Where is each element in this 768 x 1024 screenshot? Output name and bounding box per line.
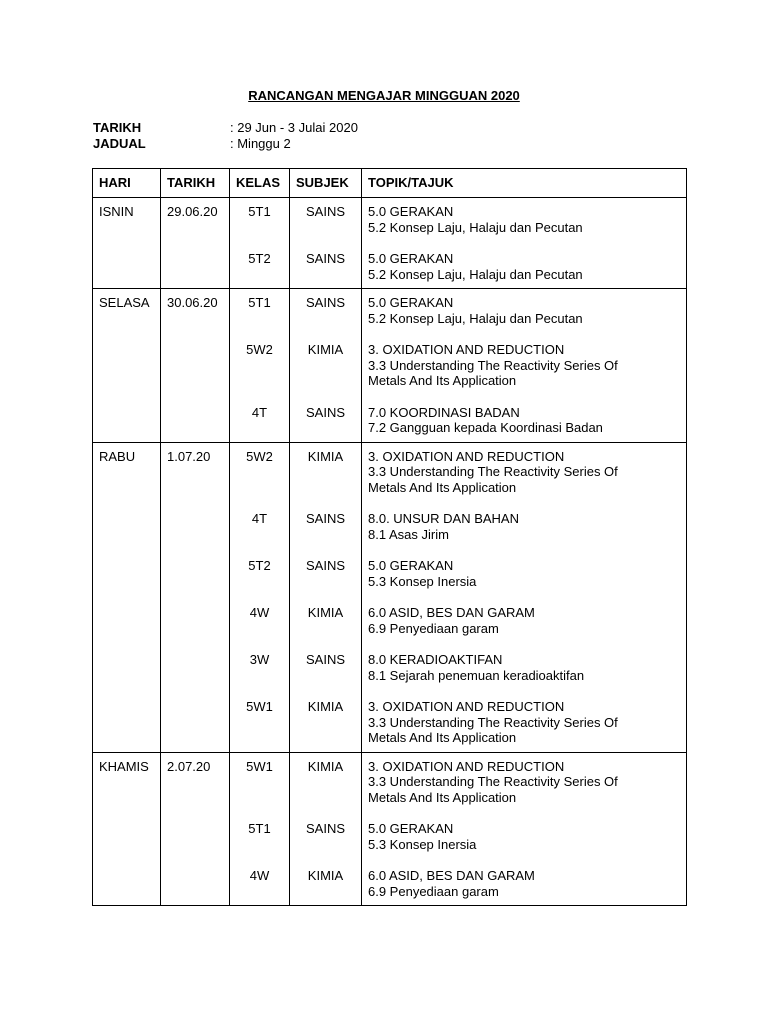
topik-line: 5.2 Konsep Laju, Halaju dan Pecutan [368, 266, 583, 282]
topik-block [368, 652, 680, 683]
subjek-value: SAINS [305, 251, 345, 266]
meta-value: : 29 Jun - 3 Julai 2020 [230, 120, 358, 135]
kelas-value: 3W [249, 652, 270, 667]
topik-line: Metals And Its Application [368, 789, 517, 805]
table-row [93, 289, 687, 443]
kelas-value: 5T1 [248, 295, 271, 310]
topik-line: 3. OXIDATION AND REDUCTION [368, 342, 565, 357]
cell-topik [362, 289, 687, 443]
topik-block [368, 449, 680, 496]
topik-line: 6.0 ASID, BES DAN GARAM [368, 605, 535, 620]
meta-value: : Minggu 2 [230, 135, 291, 151]
meta-row-tarikh [93, 120, 358, 136]
topik-line: 5.0 GERAKAN [368, 558, 454, 573]
subjek-value: KIMIA [307, 758, 344, 774]
topik-line: 3. OXIDATION AND REDUCTION [368, 699, 565, 714]
cell-kelas [230, 442, 290, 752]
topik-line: 8.0. UNSUR DAN BAHAN [368, 511, 519, 526]
cell-topik [362, 198, 687, 289]
topik-line: 3.3 Understanding The Reactivity Series Of [368, 357, 618, 373]
header-hari: HARI [93, 169, 161, 198]
topik-line: 5.3 Konsep Inersia [368, 836, 477, 852]
topik-block [368, 204, 680, 235]
topik-line: 7.2 Gangguan kepada Koordinasi Badan [368, 420, 603, 435]
meta-label: JADUAL [93, 135, 146, 151]
topik-line: 3. OXIDATION AND REDUCTION [368, 758, 565, 774]
subjek-value: KIMIA [307, 699, 344, 714]
table-row [93, 442, 687, 752]
subjek-value: KIMIA [307, 448, 344, 464]
topik-line: 8.1 Sejarah penemuan keradioaktifan [368, 667, 585, 683]
topik-line: 5.2 Konsep Laju, Halaju dan Pecutan [368, 219, 583, 235]
topik-block [368, 699, 680, 746]
kelas-value: 5W2 [246, 342, 273, 357]
header-topik: TOPIK/TAJUK [362, 169, 687, 198]
topik-line: 8.0 KERADIOAKTIFAN [368, 652, 503, 667]
topik-line: 6.9 Penyediaan garam [368, 883, 499, 899]
topik-line: 5.2 Konsep Laju, Halaju dan Pecutan [368, 310, 583, 326]
subjek-value: SAINS [305, 558, 345, 573]
cell-tarikh: 29.06.20 [161, 198, 230, 289]
topik-line: 5.0 GERAKAN [368, 821, 454, 836]
cell-hari: KHAMIS [93, 752, 161, 906]
topik-line: 5.0 GERAKAN [368, 251, 454, 266]
topik-block [368, 511, 680, 542]
meta-block [93, 120, 358, 151]
cell-topik [362, 442, 687, 752]
subjek-value: SAINS [305, 295, 345, 310]
cell-hari: RABU [93, 442, 161, 752]
cell-tarikh: 2.07.20 [161, 752, 230, 906]
meta-row-jadual [93, 136, 358, 152]
cell-kelas [230, 289, 290, 443]
cell-tarikh: 30.06.20 [161, 289, 230, 443]
topik-line: 5.3 Konsep Inersia [368, 573, 477, 589]
topik-line: 5.0 GERAKAN [368, 295, 454, 310]
cell-subjek [290, 442, 362, 752]
header-subjek: SUBJEK [290, 169, 362, 198]
subjek-value: KIMIA [307, 868, 344, 883]
kelas-value: 4W [249, 605, 270, 620]
cell-subjek [290, 289, 362, 443]
table-body [93, 198, 687, 906]
kelas-value: 5T1 [248, 821, 271, 836]
cell-tarikh: 1.07.20 [161, 442, 230, 752]
subjek-value: KIMIA [307, 605, 344, 620]
document-title: RANCANGAN MENGAJAR MINGGUAN 2020 [248, 88, 520, 103]
kelas-value: 5W1 [246, 699, 273, 714]
cell-topik [362, 752, 687, 906]
kelas-value: 5T2 [248, 251, 271, 266]
topik-block [368, 251, 680, 282]
table-row [93, 198, 687, 289]
subjek-value: SAINS [305, 652, 345, 667]
subjek-value: SAINS [305, 404, 345, 420]
schedule-table [92, 168, 687, 906]
header-tarikh: TARIKH [161, 169, 230, 198]
topik-block [368, 759, 680, 806]
topik-line: Metals And Its Application [368, 479, 517, 495]
topik-line: 6.0 ASID, BES DAN GARAM [368, 868, 535, 883]
cell-hari: ISNIN [93, 198, 161, 289]
meta-label: TARIKH [93, 120, 142, 135]
kelas-value: 5W1 [246, 758, 273, 774]
topik-block [368, 605, 680, 636]
topik-block [368, 295, 680, 326]
cell-hari: SELASA [93, 289, 161, 443]
topik-line: 7.0 KOORDINASI BADAN [368, 404, 520, 420]
table-row [93, 752, 687, 906]
topik-line: 3. OXIDATION AND REDUCTION [368, 448, 565, 464]
topik-line: 3.3 Understanding The Reactivity Series Of [368, 714, 618, 730]
kelas-value: 4T [251, 404, 268, 420]
topik-block [368, 558, 680, 589]
kelas-value: 4T [251, 511, 268, 526]
topik-block [368, 868, 680, 899]
topik-line: 3.3 Understanding The Reactivity Series Of [368, 464, 618, 479]
subjek-value: KIMIA [307, 342, 344, 357]
cell-kelas [230, 198, 290, 289]
kelas-value: 5T2 [248, 558, 271, 573]
kelas-value: 5T1 [248, 204, 271, 219]
topik-line: Metals And Its Application [368, 373, 517, 388]
kelas-value: 5W2 [246, 448, 273, 464]
topik-line: 6.9 Penyediaan garam [368, 620, 499, 636]
topik-line: 5.0 GERAKAN [368, 204, 454, 219]
topik-block [368, 342, 680, 389]
cell-kelas [230, 752, 290, 906]
subjek-value: SAINS [305, 204, 345, 219]
subjek-value: SAINS [305, 511, 345, 526]
header-kelas: KELAS [230, 169, 290, 198]
kelas-value: 4W [249, 868, 270, 883]
topik-block [368, 821, 680, 852]
topik-line: 3.3 Understanding The Reactivity Series Of [368, 774, 618, 789]
topik-line: Metals And Its Application [368, 730, 517, 745]
topik-block [368, 405, 680, 436]
cell-subjek [290, 752, 362, 906]
table-header-row [93, 169, 687, 198]
topik-line: 8.1 Asas Jirim [368, 526, 449, 542]
cell-subjek [290, 198, 362, 289]
subjek-value: SAINS [305, 821, 345, 836]
